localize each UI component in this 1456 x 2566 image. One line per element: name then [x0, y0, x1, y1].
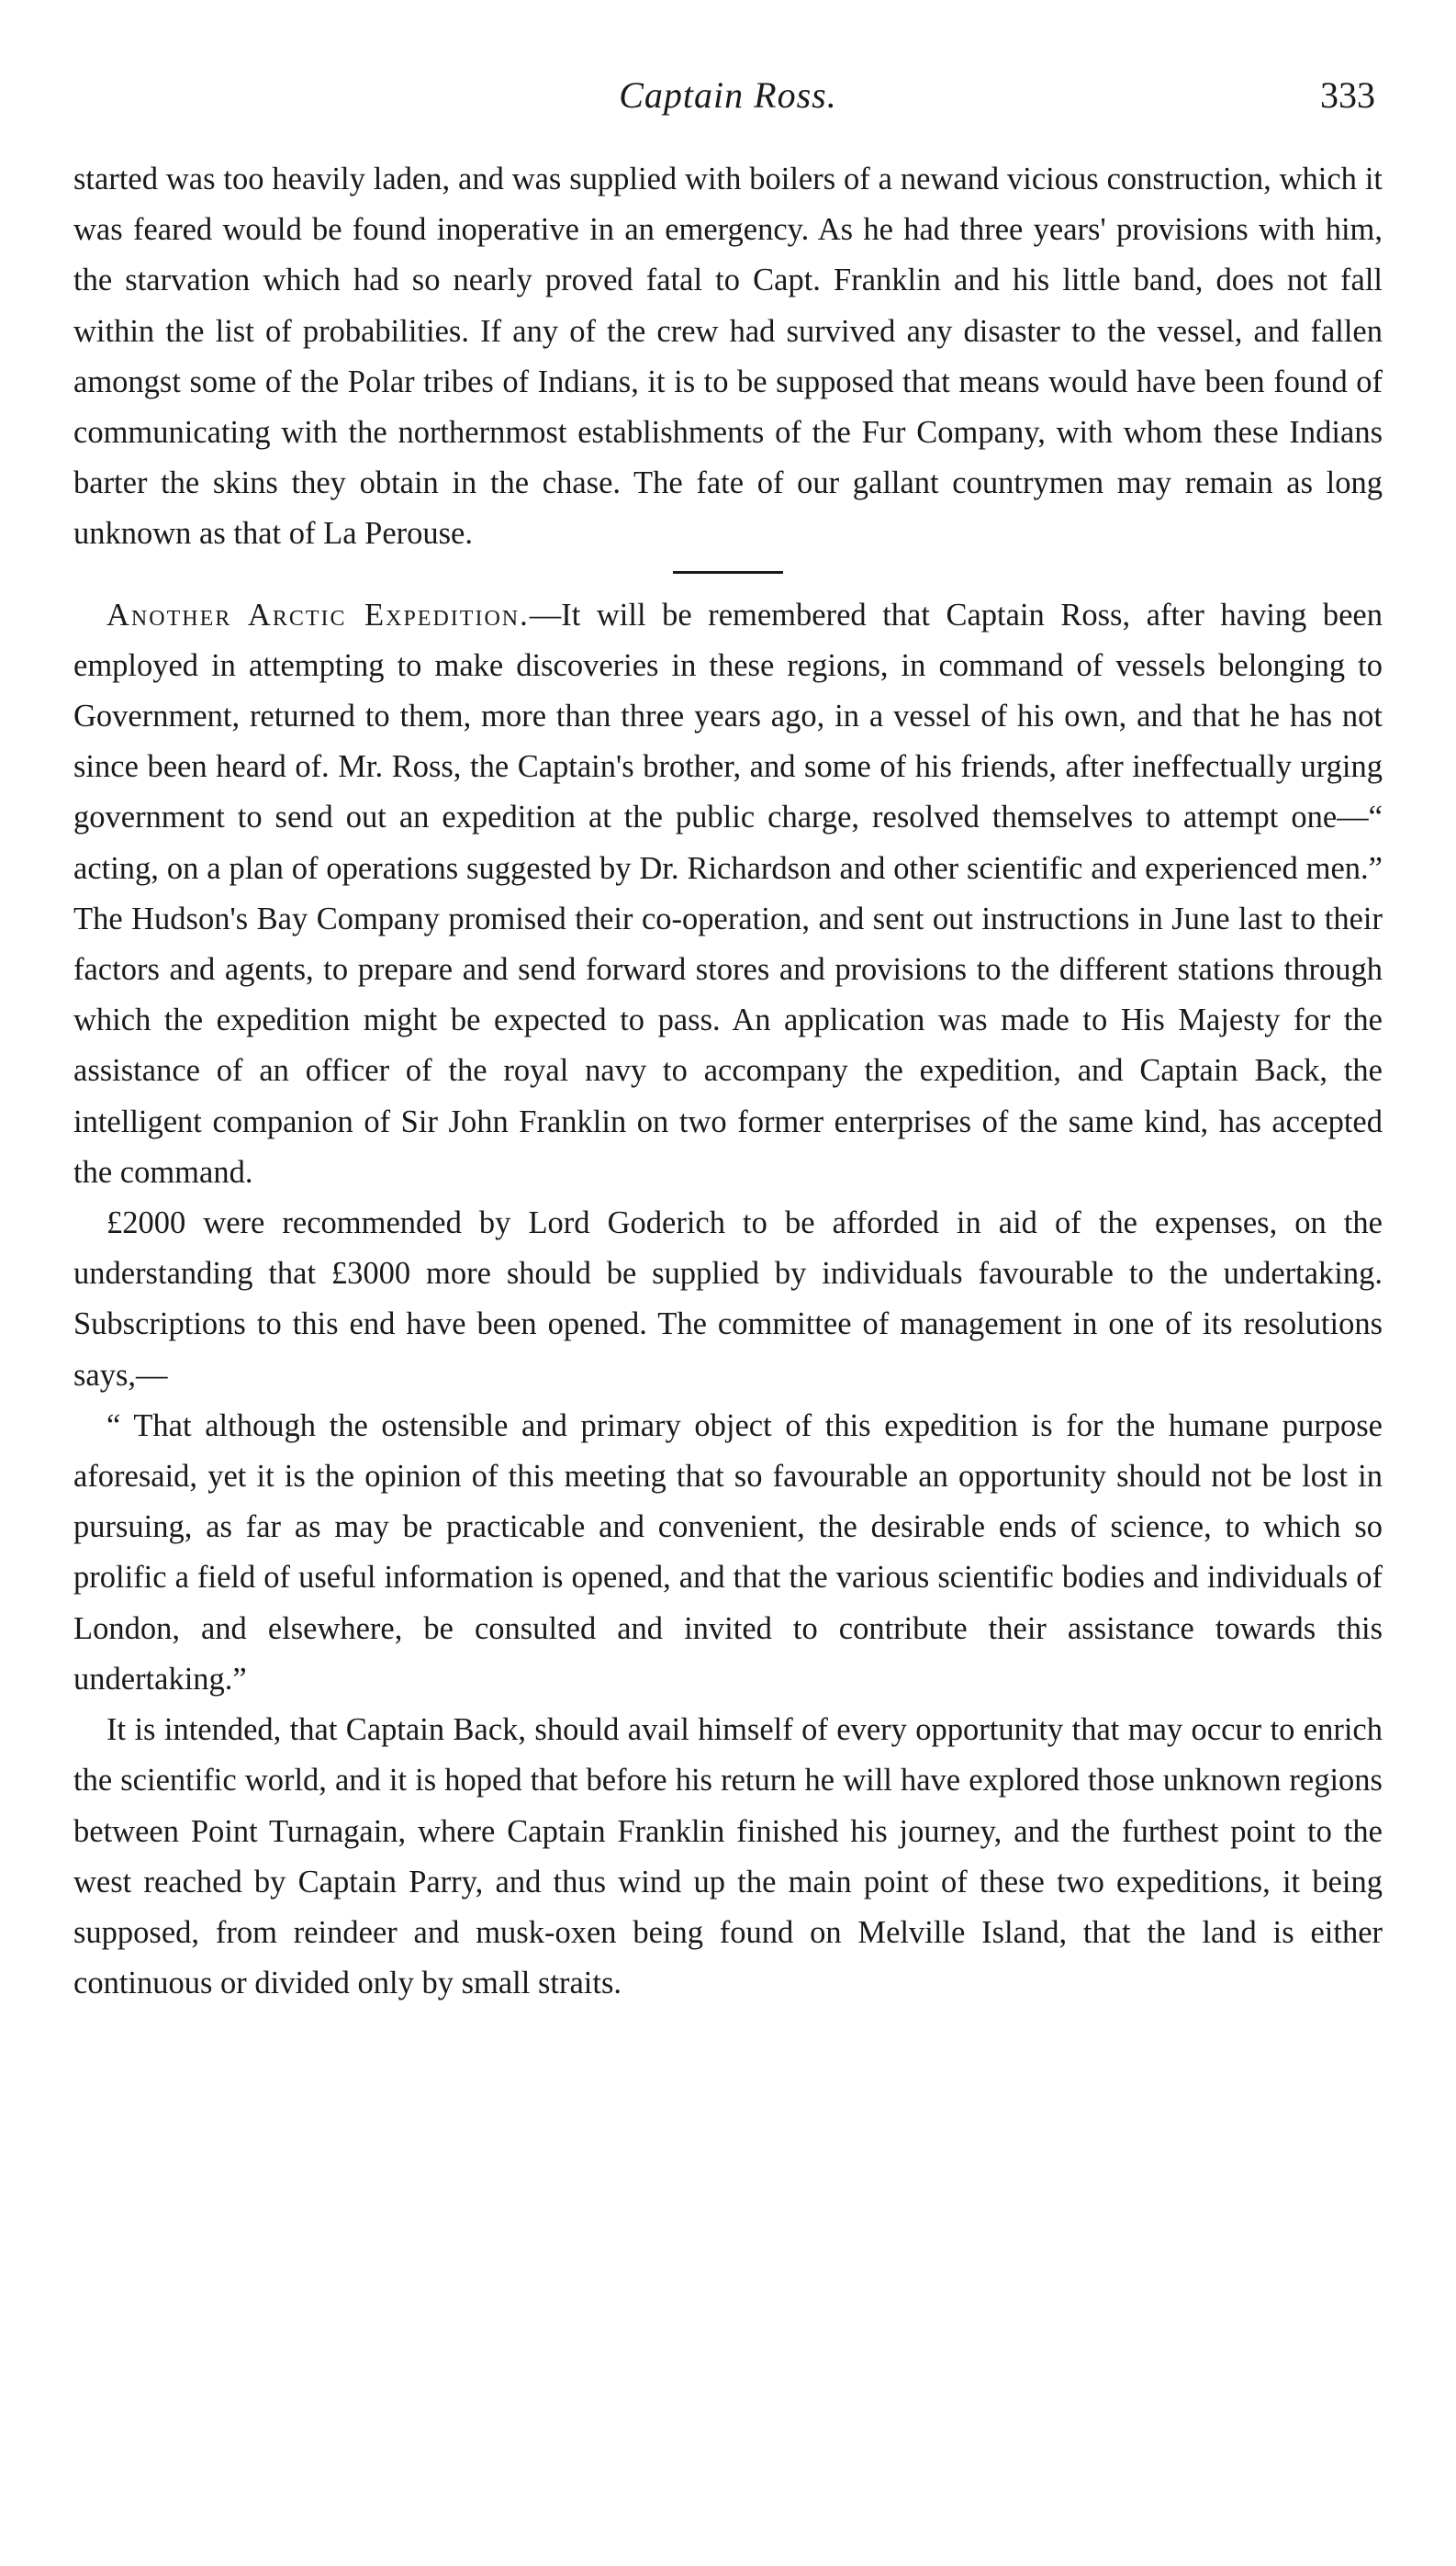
paragraph-captain-back: It is intended, that Captain Back, should avail himself of every opportunity that may occur to enrich the scientific world, and it is hoped that before his return he will have explored those unknown regions between Point Turnagain, where Captain Franklin finished his journey, and the furthest point to the west reached by Captain Parry, and thus wind up the main point of these two expeditions, it being supposed, from reindeer and musk-oxen being found on Melville Island, that the land is either continuous or divided only by small straits. — [73, 1712, 1383, 2001]
section-heading: Another Arctic Expedition. — [106, 597, 530, 633]
page-number: 333 — [1320, 74, 1375, 116]
paragraph-ross-fate: started was too heavily laden, and was supplied with boilers of a newand vicious construction, which it was feared would be found inoperative in an emergency. As he had three years' provisions with him, the starvation which had so nearly proved fatal to Capt. Franklin and his little band, does not fall within the list of probabilities. If any of the crew had survived any disaster to the vessel, and fallen amongst some of the Polar tribes of Indians, it is to be supposed that means would have been found of communicating with the northernmost establishments of the Fur Company, with whom these Indians barter the skins they obtain in the chase. The fate of our gallant countrymen may remain as long unknown as that of La Perouse. — [73, 162, 1383, 552]
book-page — [73, 73, 1383, 2497]
section-divider — [673, 571, 783, 574]
paragraph-funding: £2000 were recommended by Lord Goderich to be afforded in aid of the expenses, on the understanding that £3000 more should be supplied by individuals favourable to the undertaking. Subscriptions to this end have been opened. The committee of management in one of its resolutions says,— — [73, 1205, 1383, 1393]
running-title: Captain Ross. — [619, 74, 837, 116]
paragraph-expedition-intro-text: It will be remembered that Captain Ross, after having been employed in attempting to make discoveries in these regions, in command of vessels belonging to Government, returned to them, more than three years ago, in a vessel of his own, and that he has not since been heard of. Mr. Ross, the Captain's brother, and some of his friends, after ineffectually urging government to send out an expedition at the public charge, resolved themselves to attempt one—“ acting, on a plan of operations suggested by Dr. Richardson and other scientific and experienced men.” The Hudson's Bay Company promised their co-operation, and sent out instructions in June last to their factors and agents, to prepare and send forward stores and provisions to the different stations through which the expedition might be expected to pass. An application was made to His Majesty for the assistance of an officer of the royal navy to accompany the expedition, and Captain Back, the intelligent companion of Sir John Franklin on two former enterprises of the same kind, has accepted the command. — [73, 597, 1383, 1190]
paragraph-resolution-quote: “ That although the ostensible and primary object of this expedition is for the humane purpose aforesaid, yet it is the opinion of this meeting that so favourable an opportunity should not be lost in pursuing, as far as may be practicable and convenient, the desirable ends of science, to which so prolific a field of useful information is opened, and that the various scientific bodies and individuals of London, and elsewhere, be consulted and invited to contribute their assistance towards this undertaking.” — [73, 1407, 1383, 1697]
running-head — [73, 73, 1383, 129]
paragraph-expedition-intro — [73, 590, 1383, 1198]
heading-dash: — — [529, 597, 562, 633]
body-text — [73, 154, 1383, 2009]
